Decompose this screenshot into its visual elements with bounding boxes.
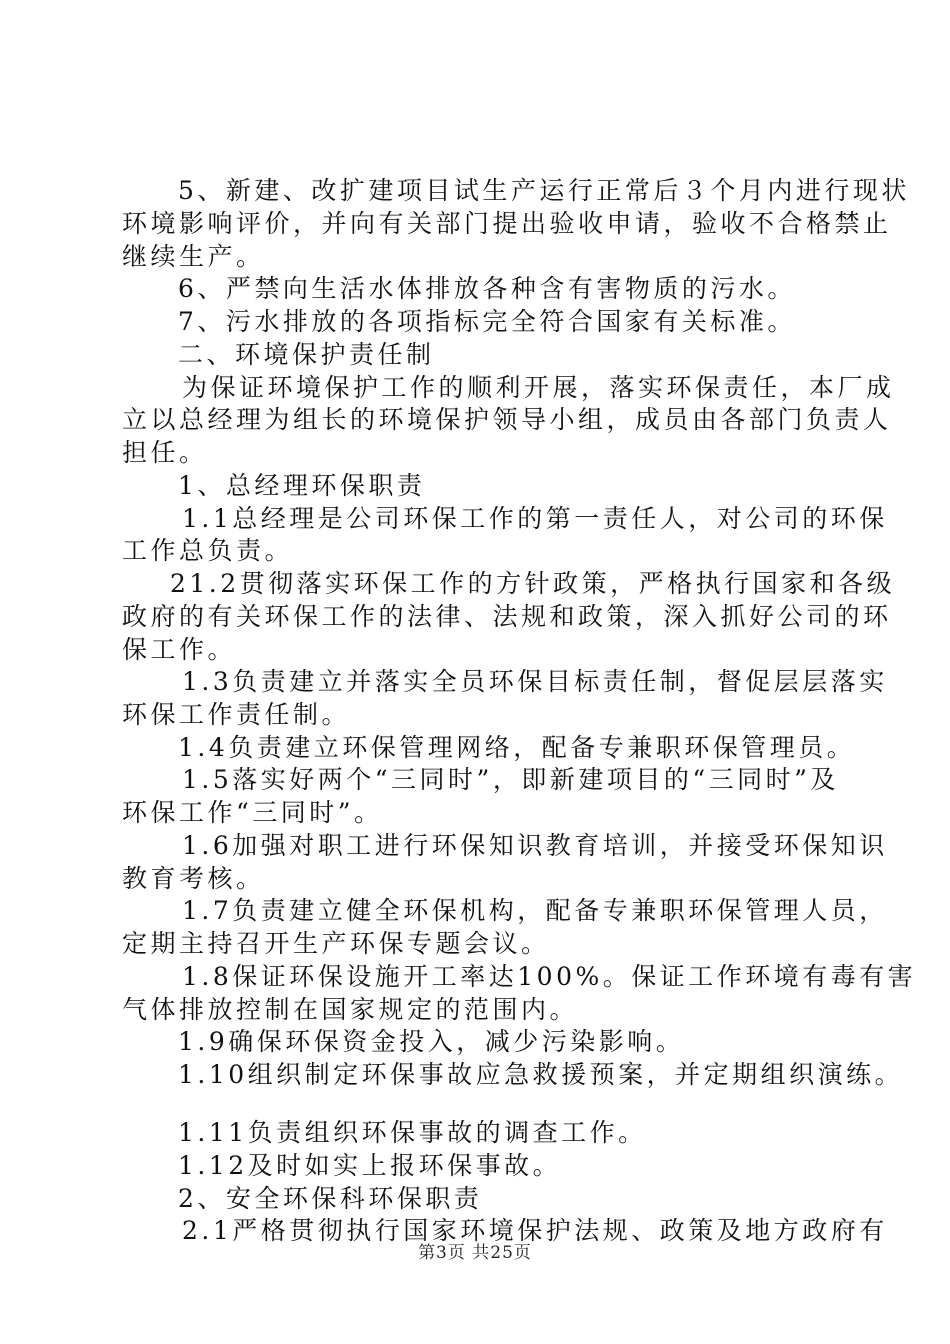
paragraph-line: 21.2贯彻落实环保工作的方针政策，严格执行国家和各级 [170, 569, 896, 598]
paragraph-line: 1.9确保环保资金投入，减少污染影响。 [178, 1027, 685, 1056]
page-footer: 第3页 共25页 [418, 1243, 532, 1263]
paragraph-line: 1.8保证环保设施开工率达100%。保证工作环境有毒有害 [182, 962, 917, 991]
paragraph-line: 1.11负责组织环保事故的调查工作。 [178, 1118, 647, 1147]
paragraph-line: 7、污水排放的各项指标完全符合国家有关标准。 [178, 307, 796, 336]
paragraph-line: 1.5落实好两个“三同时”，即新建项目的“三同时”及 [182, 765, 839, 794]
paragraph-line: 继续生产。 [122, 242, 265, 271]
paragraph-line: 1.3负责建立并落实全员环保目标责任制，督促层层落实 [182, 667, 888, 696]
paragraph-line: 环保工作“三同时”。 [122, 798, 383, 827]
paragraph-line: 政府的有关环保工作的法律、法规和政策，深入抓好公司的环 [122, 602, 892, 631]
paragraph-line: 气体排放控制在国家规定的范围内。 [122, 995, 579, 1024]
subsection-heading: 2、安全环保科环保职责 [178, 1184, 483, 1213]
paragraph-line: 1.10组织制定环保事故应急救援预案，并定期组织演练。 [178, 1060, 904, 1089]
paragraph-line: 1.1总经理是公司环保工作的第一责任人，对公司的环保 [182, 504, 888, 533]
paragraph-line: 工作总负责。 [122, 536, 294, 565]
paragraph-line: 1.6加强对职工进行环保知识教育培训，并接受环保知识 [182, 831, 888, 860]
paragraph-line: 保工作。 [122, 635, 237, 664]
subsection-heading: 1、总经理环保职责 [178, 471, 426, 500]
paragraph-line: 1.7负责建立健全环保机构，配备专兼职环保管理人员， [182, 896, 888, 925]
paragraph-line: 1.4负责建立环保管理网络，配备专兼职环保管理员。 [178, 733, 856, 762]
paragraph-line: 2.1严格贯彻执行国家环境保护法规、政策及地方政府有 [182, 1216, 888, 1245]
paragraph-line: 担任。 [122, 438, 208, 467]
section-heading: 二、环境保护责任制 [178, 340, 435, 369]
paragraph-line: 定期主持召开生产环保专题会议。 [122, 929, 550, 958]
paragraph-line: 5、新建、改扩建项目试生产运行正常后３个月内进行现状 [178, 176, 910, 205]
paragraph-line: 教育考核。 [122, 864, 265, 893]
paragraph-line: 环保工作责任制。 [122, 700, 351, 729]
paragraph-line: 环境影响评价，并向有关部门提出验收申请，验收不合格禁止 [122, 209, 892, 238]
paragraph-line: 为保证环境保护工作的顺利开展，落实环保责任，本厂成 [182, 373, 895, 402]
paragraph-line: 6、严禁向生活水体排放各种含有害物质的污水。 [178, 274, 796, 303]
paragraph-line: 1.12及时如实上报环保事故。 [178, 1151, 562, 1180]
paragraph-line: 立以总经理为组长的环境保护领导小组，成员由各部门负责人 [122, 405, 892, 434]
